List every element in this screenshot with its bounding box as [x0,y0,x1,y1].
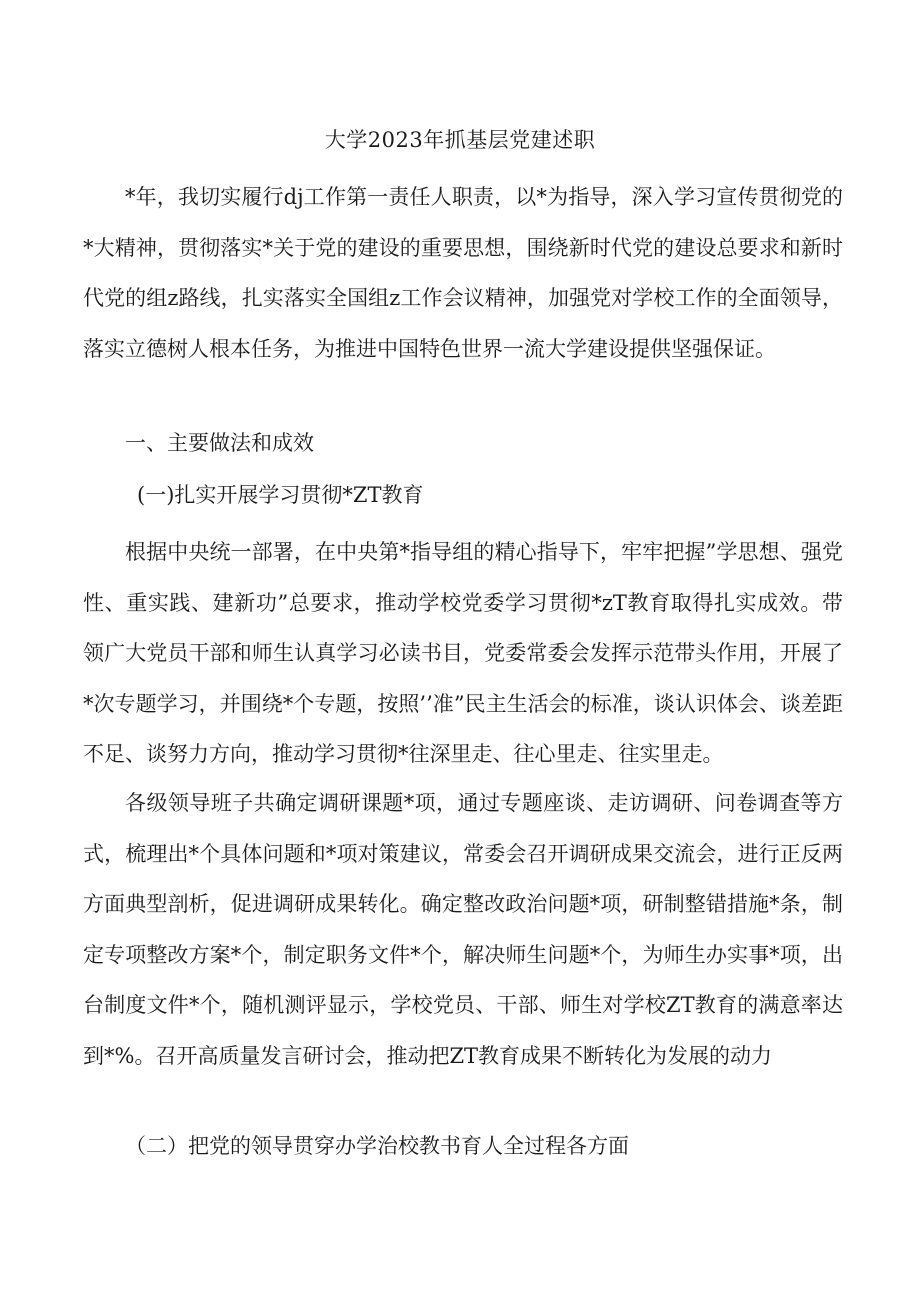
intro-paragraph: *年，我切实履行dj工作第一责任人职责，以*为指导，深入学习宣传贯彻党的*大精神，贯彻落实*关于党的建设的重要思想，围绕新时代党的建设总要求和新时代党的组z路线，扎实落实全国组z工作会议精神，加强党对学校工作的全面领导，落实立德树人根本任务，为推进中国特色世界一流大学建设提供坚强保证。 [83,185,843,361]
subsection-heading-study-education: (一)扎实开展学习贯彻*ZT教育 [137,483,424,507]
section-heading-main-practices: 一、主要做法和成效 [125,431,314,455]
subsection-heading-party-leadership: （二）把党的领导贯穿办学治校教书育人全过程各方面 [125,1134,629,1158]
study-paragraph: 根据中央统一部署，在中央第*指导组的精心指导下，牢牢把握”学思想、强党性、重实践、建新功”总要求，推动学校党委学习贯彻*zT教育取得扎实成效。带领广大党员干部和师生认真学习必读书目，党委常委会发挥示范带头作用，开展了*次专题学习，并围绕*个专题，按照’’准”民主生活会的标准，谈认识体会、谈差距不足、谈努力方向，推动学习贯彻*往深里走、往心里走、往实里走。 [83,540,843,766]
document-title: 大学2023年抓基层党建述职 [324,128,596,152]
research-paragraph: 各级领导班子共确定调研课题*项，通过专题座谈、走访调研、问卷调查等方式，梳理出*个具体问题和*项对策建议，常委会召开调研成果交流会，进行正反两方面典型剖析，促进调研成果转化。确定整改政治问题*项，研制整错措施*条，制定专项整改方案*个，制定职务文件*个，解决师生问题*个，为师生办实事*项，出台制度文件*个，随机测评显示，学校党员、干部、师生对学校ZT教育的满意率达到*%。召开高质量发言研讨会，推动把ZT教育成果不断转化为发展的动力 [83,791,843,1068]
